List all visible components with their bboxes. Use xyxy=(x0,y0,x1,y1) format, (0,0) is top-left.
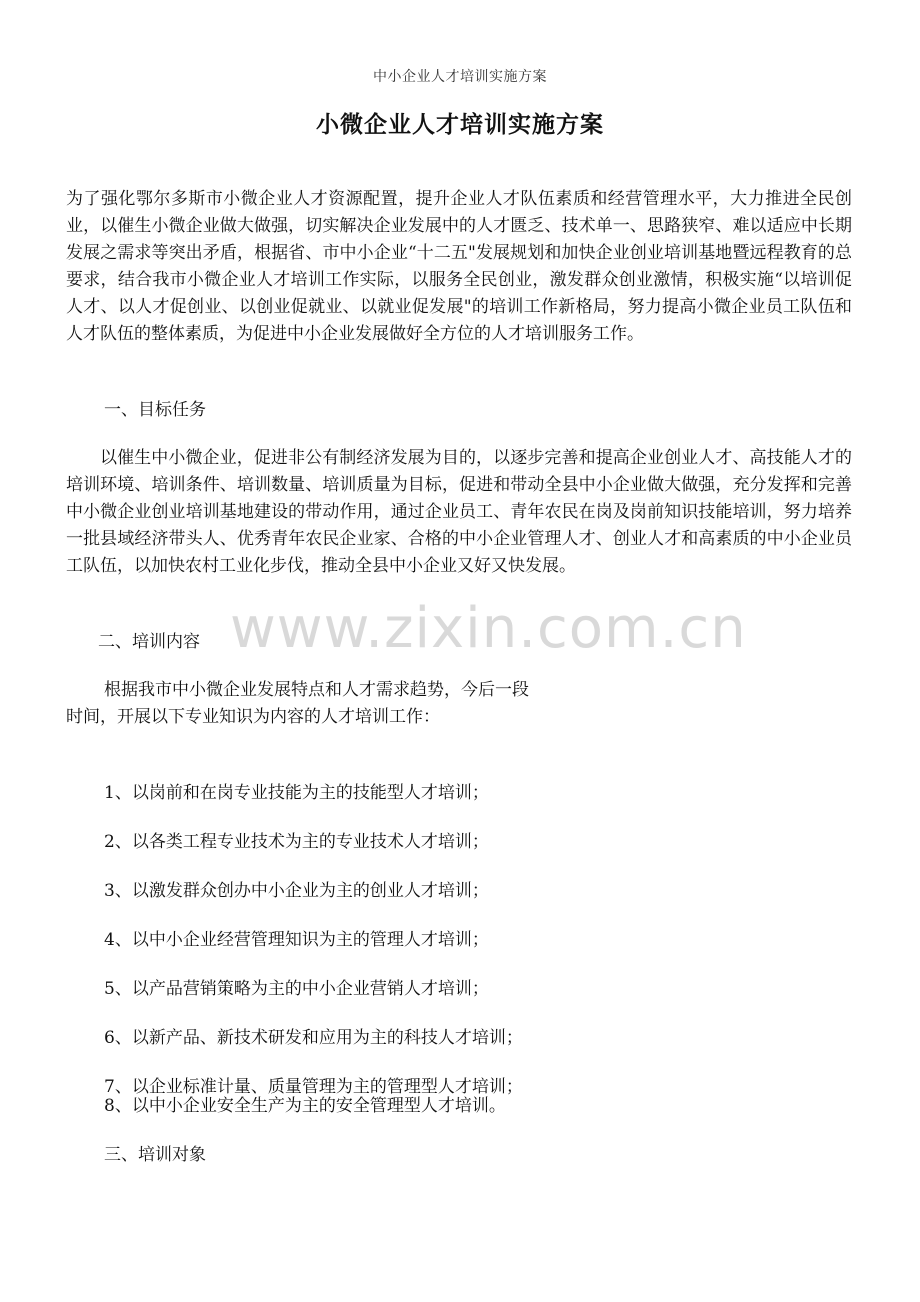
goals-paragraph: 以催生中小微企业，促进非公有制经济发展为目的，以逐步完善和提高企业创业人才、高技能人才的培训环境、培训条件、培训数量、培训质量为目标，促进和带动全县中小企业做大做强，充分发挥和完善中小微企业创业培训基地建设的带动作用，通过企业员工、青年农民在岗及岗前知识技能培训，努力培养一批县域经济带头人、优秀青年农民企业家、合格的中小企业管理人才、创业人才和高素质的中小企业员工队伍，以加快农村工业化步伐，推动全县中小企业又好又快发展。 xyxy=(66,448,852,576)
running-header: 中小企业人才培训实施方案 xyxy=(373,69,547,85)
content-paragraph-line-1: 根据我市中小微企业发展特点和人才需求趋势，今后一段 xyxy=(104,680,529,700)
document-title: 小微企业人才培训实施方案 xyxy=(316,111,604,138)
list-item: 3、以激发群众创办中小企业为主的创业人才培训； xyxy=(104,881,489,901)
section-heading-content: 二、培训内容 xyxy=(98,632,200,652)
list-item: 2、以各类工程专业技术为主的专业技术人才培训； xyxy=(104,832,489,852)
list-item: 7、以企业标准计量、质量管理为主的管理型人才培训； xyxy=(104,1077,523,1097)
watermark: www.zixin.com.cn xyxy=(230,596,747,661)
list-item: 4、以中小企业经营管理知识为主的管理人才培训； xyxy=(104,930,489,950)
list-item: 6、以新产品、新技术研发和应用为主的科技人才培训； xyxy=(104,1028,523,1048)
list-item: 8、以中小企业安全生产为主的安全管理型人才培训。 xyxy=(104,1096,506,1116)
list-item: 5、以产品营销策略为主的中小企业营销人才培训； xyxy=(104,979,489,999)
section-heading-goals: 一、目标任务 xyxy=(104,400,206,420)
content-paragraph xyxy=(66,677,852,731)
content-paragraph-line-2: 时间，开展以下专业知识为内容的人才培训工作： xyxy=(66,707,440,727)
list-item: 1、以岗前和在岗专业技能为主的技能型人才培训； xyxy=(104,783,489,803)
section-heading-targets: 三、培训对象 xyxy=(104,1145,206,1165)
intro-paragraph: 为了强化鄂尔多斯市小微企业人才资源配置，提升企业人才队伍素质和经营管理水平，大力推进全民创业，以催生小微企业做大做强，切实解决企业发展中的人才匮乏、技术单一、思路狭窄、难以适应中长期发展之需求等突出矛盾，根据省、市中小企业“十二五"发展规划和加快企业创业培训基地暨远程教育的总要求，结合我市小微企业人才培训工作实际，以服务全民创业，激发群众创业激情，积极实施“以培训促人才、以人才促创业、以创业促就业、以就业促发展"的培训工作新格局，努力提高小微企业员工队伍和人才队伍的整体素质，为促进中小企业发展做好全方位的人才培训服务工作。 xyxy=(66,189,852,344)
